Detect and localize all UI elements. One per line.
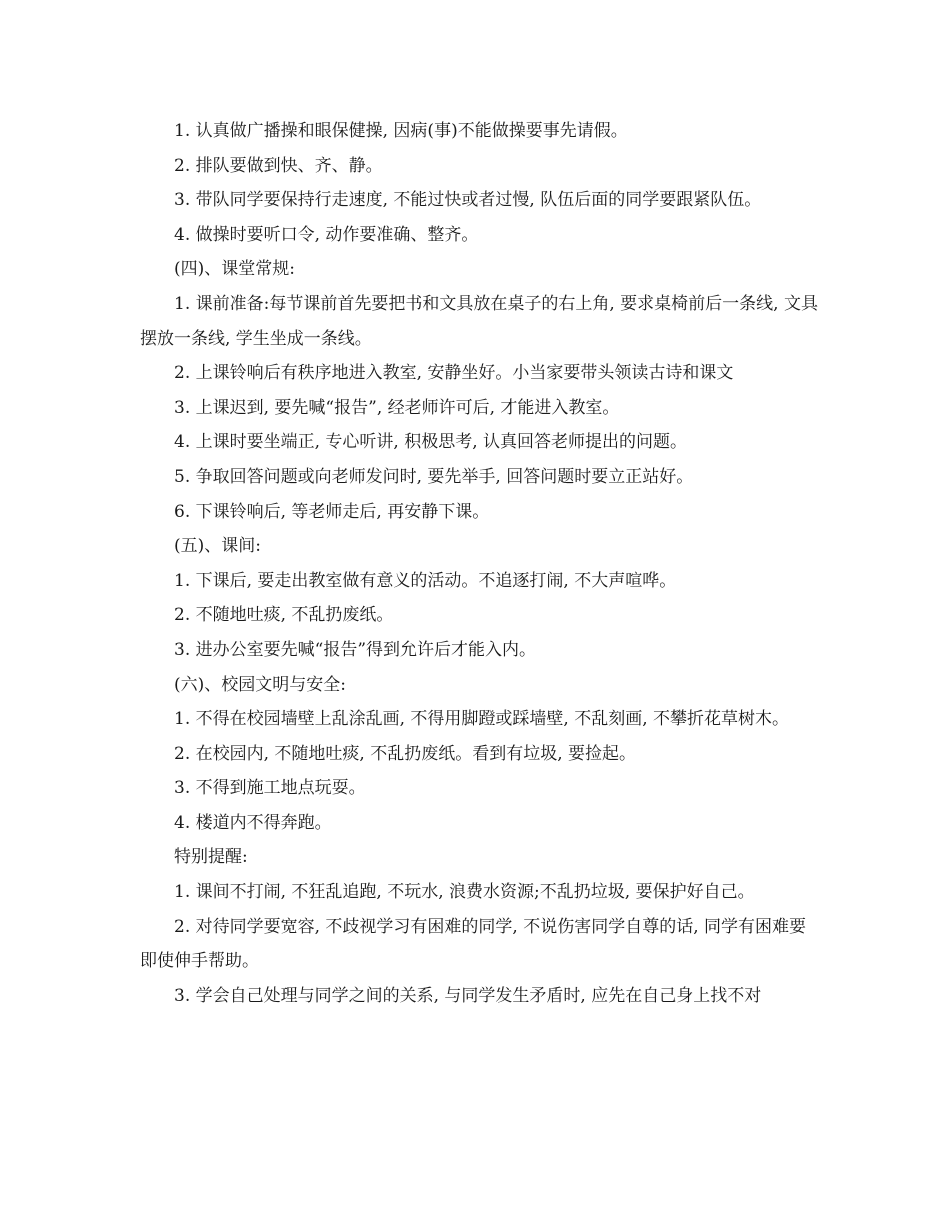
- document-body: [140, 114, 820, 1013]
- paragraph: 6. 下课铃响后, 等老师走后, 再安静下课。: [174, 501, 490, 522]
- paragraph: 3. 不得到施工地点玩耍。: [174, 778, 366, 799]
- paragraph: 4. 上课时要坐端正, 专心听讲, 积极思考, 认真回答老师提出的问题。: [174, 432, 688, 453]
- paragraph: 3. 进办公室要先喊“报告”得到允许后才能入内。: [174, 639, 537, 660]
- paragraph: 1. 课前准备:每节课前首先要把书和文具放在桌子的右上角, 要求桌椅前后一条线, 文具摆放一条线, 学生坐成一条线。: [140, 293, 818, 349]
- paragraph: 2. 对待同学要宽容, 不歧视学习有困难的同学, 不说伤害同学自尊的话, 同学有困难要即使伸手帮助。: [140, 916, 807, 972]
- paragraph: 1. 课间不打闹, 不狂乱追跑, 不玩水, 浪费水资源;不乱扔垃圾, 要保护好自己。: [174, 882, 755, 903]
- paragraph: 1. 不得在校园墙壁上乱涂乱画, 不得用脚蹬或踩墙壁, 不乱刻画, 不攀折花草树木。: [174, 709, 790, 730]
- section-heading: (六)、校园文明与安全:: [174, 674, 346, 695]
- paragraph: 5. 争取回答问题或向老师发问时, 要先举手, 回答问题时要立正站好。: [174, 466, 694, 487]
- paragraph: 4. 做操时要听口令, 动作要准确、整齐。: [174, 224, 479, 245]
- paragraph: 2. 在校园内, 不随地吐痰, 不乱扔废纸。看到有垃圾, 要捡起。: [174, 743, 637, 764]
- section-heading: 特别提醒:: [174, 847, 248, 868]
- paragraph: 2. 不随地吐痰, 不乱扔废纸。: [174, 605, 394, 626]
- paragraph: 2. 排队要做到快、齐、静。: [174, 155, 383, 176]
- paragraph: 3. 带队同学要保持行走速度, 不能过快或者过慢, 队伍后面的同学要跟紧队伍。: [174, 190, 762, 211]
- section-heading: (四)、课堂常规:: [174, 259, 295, 280]
- paragraph: 4. 楼道内不得奔跑。: [174, 812, 332, 833]
- section-heading: (五)、课间:: [174, 536, 261, 557]
- paragraph: 1. 认真做广播操和眼保健操, 因病(事)不能做操要事先请假。: [174, 121, 628, 141]
- paragraph: 2. 上课铃响后有秩序地进入教室, 安静坐好。小当家要带头领读古诗和课文: [174, 363, 734, 384]
- paragraph: 3. 学会自己处理与同学之间的关系, 与同学发生矛盾时, 应先在自己身上找不对: [174, 985, 762, 1006]
- paragraph: 3. 上课迟到, 要先喊“报告”, 经老师许可后, 才能进入教室。: [174, 397, 620, 418]
- paragraph: 1. 下课后, 要走出教室做有意义的活动。不追逐打闹, 不大声喧哗。: [174, 570, 677, 591]
